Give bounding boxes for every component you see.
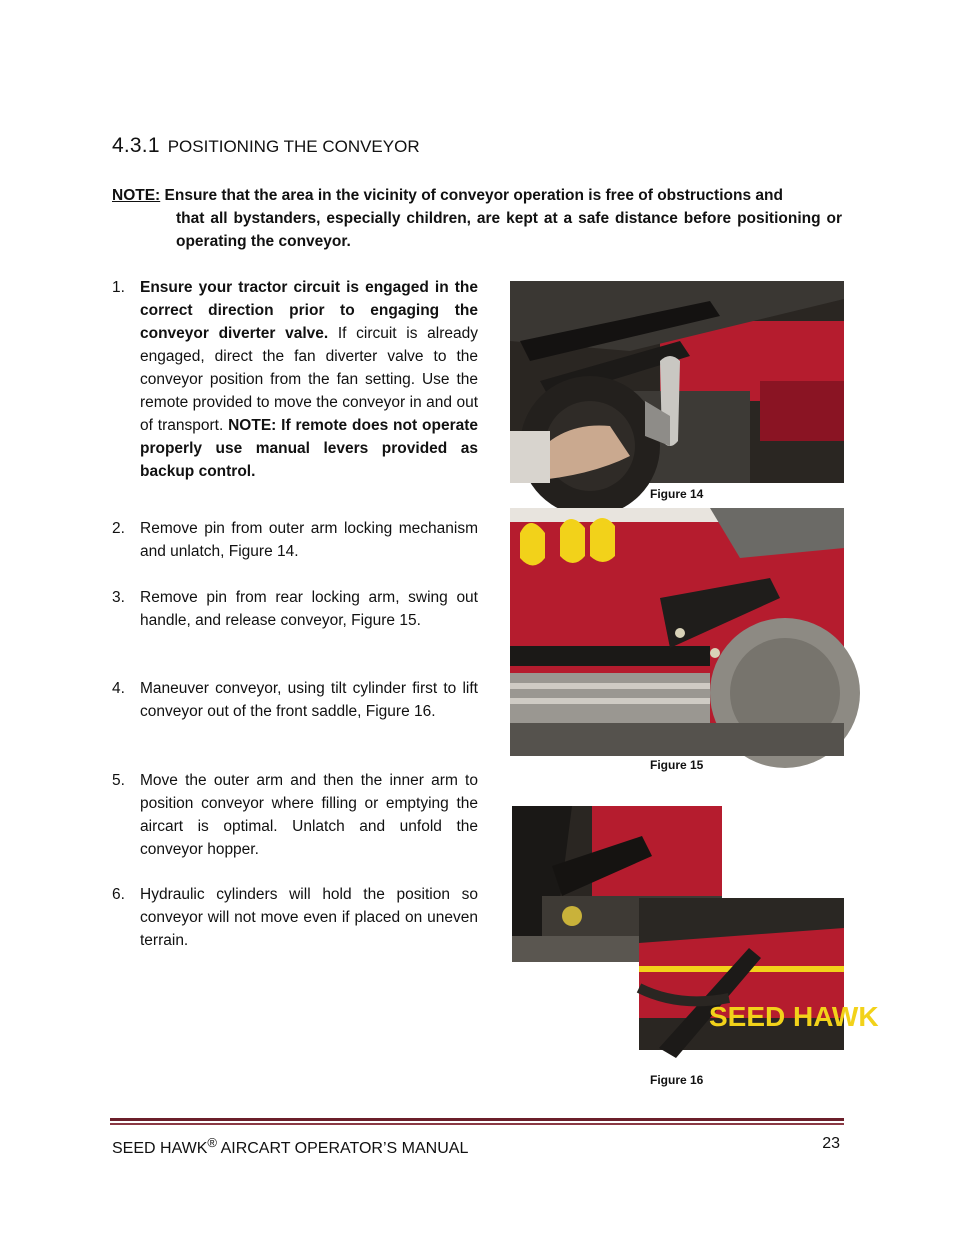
step-5 [112, 769, 478, 861]
figure-15-photo [510, 508, 844, 756]
step-6-text: Hydraulic cylinders will hold the position so conveyor will not move even if placed on uneven terrain. [140, 886, 478, 949]
step-4-text: Maneuver conveyor, using tilt cylinder first to lift conveyor out of the front saddle, Figure 16. [140, 680, 478, 720]
step-number: 3. [112, 589, 125, 606]
note-label: NOTE: [112, 187, 161, 204]
footer-manual-name: AIRCART OPERATOR’S MANUAL [217, 1140, 469, 1157]
step-2 [112, 517, 478, 563]
figure-15-caption: Figure 15 [650, 758, 704, 772]
section-number: 4.3.1 [112, 134, 160, 157]
step-number: 5. [112, 772, 125, 789]
step-6 [112, 883, 478, 952]
step-3-text: Remove pin from rear locking arm, swing out handle, and release conveyor, Figure 15. [140, 589, 478, 629]
step-4 [112, 677, 478, 723]
section-heading [112, 134, 420, 158]
step-1-note: NOTE: If remote does not operate properly use manual levers provided as backup control. [140, 417, 479, 480]
section-title: POSITIONING THE CONVEYOR [167, 137, 420, 156]
figure-14-photo [510, 281, 844, 483]
step-number: 2. [112, 520, 125, 537]
page-number: 23 [822, 1135, 840, 1152]
footer-rule [110, 1118, 844, 1121]
figure-16-photo-right [639, 898, 879, 1050]
step-number: 6. [112, 886, 125, 903]
footer-rule-secondary [110, 1123, 844, 1125]
step-5-text: Move the outer arm and then the inner arm to position conveyor where filling or emptying the aircart is optimal. Unlatch and unfold the conveyor hopper. [140, 772, 478, 858]
figure-16-caption: Figure 16 [650, 1073, 704, 1087]
registered-mark: ® [207, 1135, 218, 1150]
step-1-text: If circuit is already engaged, direct the fan diverter valve to the conveyor position from the fan setting. Use the remote provided to move the conveyor in and out of transport. [140, 325, 478, 434]
safety-note [112, 184, 842, 253]
figure-16-decal-text: SEED HAWK [709, 1001, 879, 1032]
footer-brand: SEED HAWK [112, 1140, 208, 1157]
footer-manual-title [112, 1135, 468, 1158]
step-number: 1. [112, 279, 125, 296]
note-line-1: Ensure that the area in the vicinity of conveyor operation is free of obstructions and [164, 187, 783, 204]
step-2-text: Remove pin from outer arm locking mechanism and unlatch, Figure 14. [140, 520, 478, 560]
step-1-emphasis: Ensure your tractor circuit is engaged in the correct direction prior to engaging the conveyor diverter valve. [140, 279, 478, 342]
step-3 [112, 586, 478, 632]
step-number: 4. [112, 680, 125, 697]
step-1 [112, 276, 478, 483]
figure-14-caption: Figure 14 [650, 487, 704, 501]
note-continuation: that all bystanders, especially children, are kept at a safe distance before positioning or operating the conveyor. [176, 210, 842, 250]
